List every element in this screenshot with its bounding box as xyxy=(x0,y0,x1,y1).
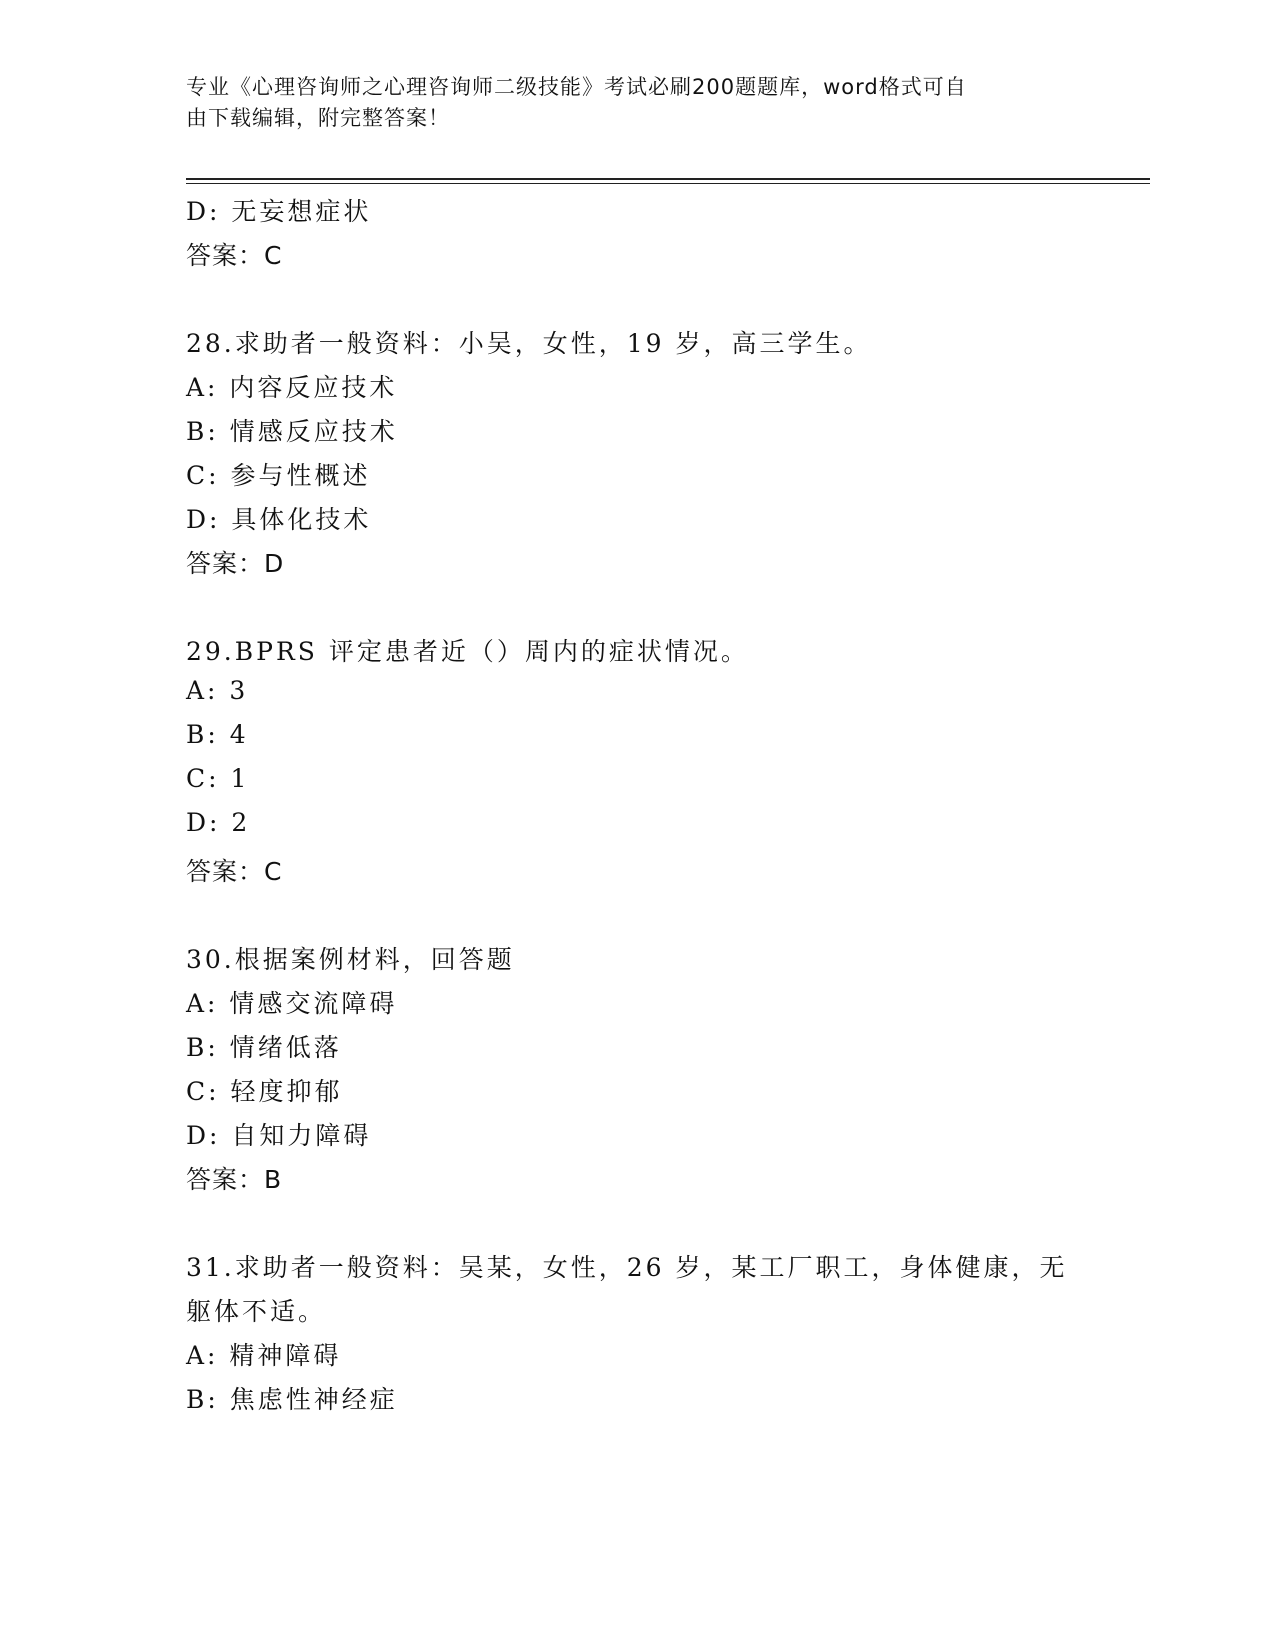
question-30-option-d: D: 自知力障碍 xyxy=(186,1121,372,1150)
question-28-option-c: C: 参与性概述 xyxy=(186,461,371,490)
question-30-answer: 答案：B xyxy=(186,1165,283,1194)
question-28-answer: 答案：D xyxy=(186,549,285,578)
header-line-1: 专业《心理咨询师之心理咨询师二级技能》考试必刷200题题库，word格式可自 xyxy=(186,75,967,99)
question-30-stem: 30.根据案例材料，回答题 xyxy=(186,945,515,974)
header-divider-thick xyxy=(186,178,1150,180)
question-29-option-d: D: 2 xyxy=(186,808,251,837)
question-31-stem-line-1: 31.求助者一般资料：吴某，女性，26 岁，某工厂职工，身体健康，无 xyxy=(186,1253,1068,1282)
question-28-stem: 28.求助者一般资料：小吴，女性，19 岁，高三学生。 xyxy=(186,329,872,358)
option-d: D: 无妄想症状 xyxy=(186,197,372,226)
question-28-option-b: B: 情感反应技术 xyxy=(186,417,398,446)
header-line-2: 由下载编辑，附完整答案！ xyxy=(186,106,450,130)
question-29-stem: 29.BPRS 评定患者近（）周内的症状情况。 xyxy=(186,637,749,666)
question-30-option-a: A: 情感交流障碍 xyxy=(186,989,398,1018)
answer-text: 答案：C xyxy=(186,241,283,270)
question-31-option-b: B: 焦虑性神经症 xyxy=(186,1385,398,1414)
question-31-stem-line-2: 躯体不适。 xyxy=(186,1297,327,1326)
question-29-answer: 答案：C xyxy=(186,857,283,886)
page-header xyxy=(186,72,1066,134)
question-29-option-b: B: 4 xyxy=(186,720,249,749)
question-28-option-d: D: 具体化技术 xyxy=(186,505,372,534)
question-30-option-c: C: 轻度抑郁 xyxy=(186,1077,343,1106)
question-31-option-a: A: 精神障碍 xyxy=(186,1341,342,1370)
question-28-option-a: A: 内容反应技术 xyxy=(186,373,398,402)
header-divider-thin xyxy=(186,183,1150,184)
question-30-option-b: B: 情绪低落 xyxy=(186,1033,342,1062)
question-29-option-c: C: 1 xyxy=(186,764,250,793)
question-29-option-a: A: 3 xyxy=(186,676,249,705)
